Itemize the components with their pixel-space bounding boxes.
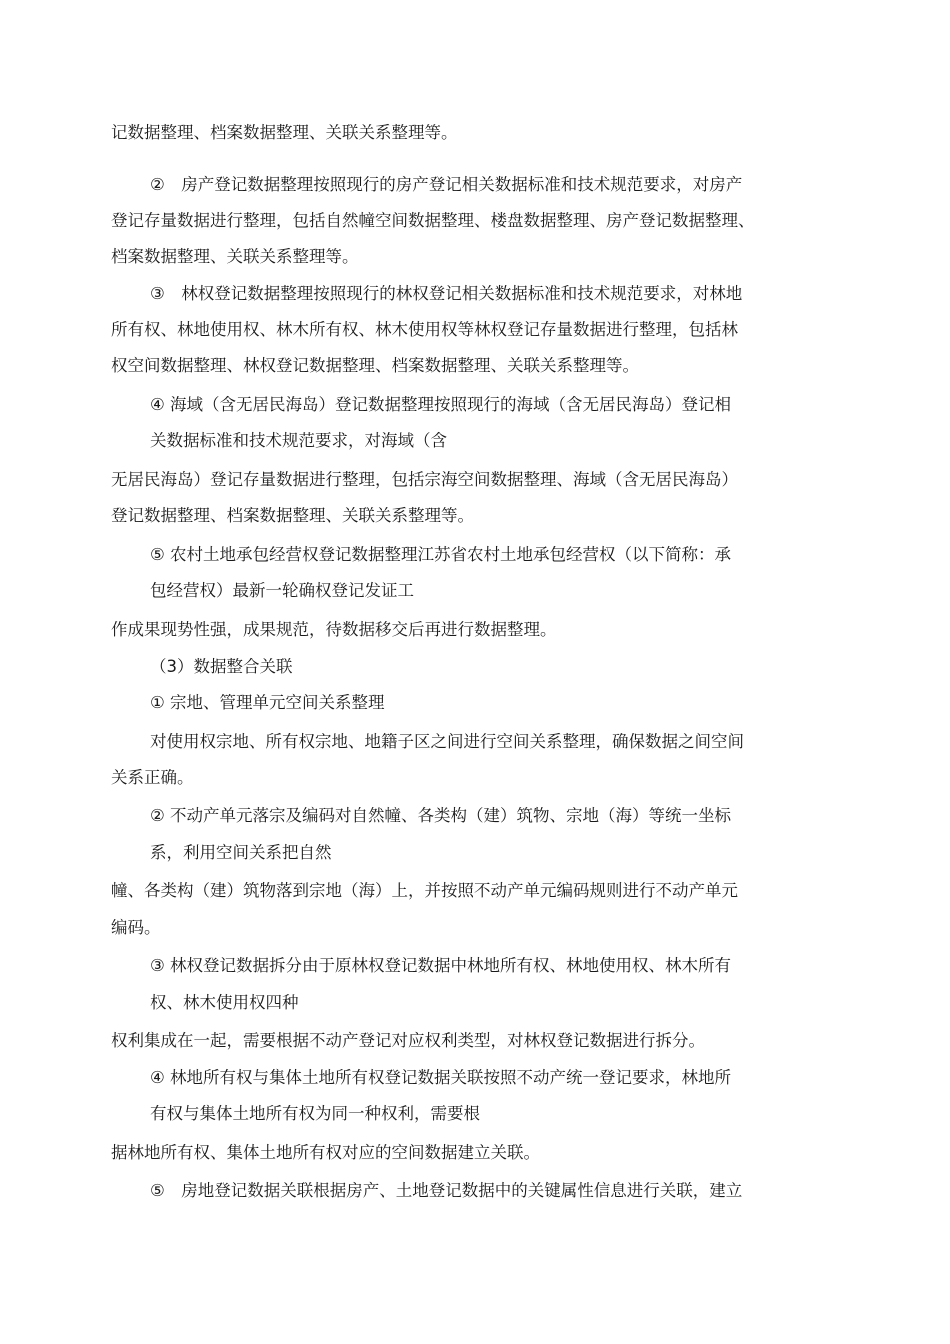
text-line: ⑤ 房地登记数据关联根据房产、土地登记数据中的关键属性信息进行关联，建立 <box>150 1181 743 1200</box>
text-line: 登记存量数据进行整理，包括自然幢空间数据整理、楼盘数据整理、房产登记数据整理、 <box>111 211 755 230</box>
text-line: 据林地所有权、集体土地所有权对应的空间数据建立关联。 <box>111 1143 540 1162</box>
text-line: 所有权、林地使用权、林木所有权、林木使用权等林权登记存量数据进行整理，包括林 <box>111 320 738 339</box>
text-line: ② 不动产单元落宗及编码对自然幢、各类构（建）筑物、宗地（海）等统一坐标 <box>150 806 732 825</box>
text-line: 档案数据整理、关联关系整理等。 <box>111 247 359 266</box>
text-line: 无居民海岛）登记存量数据进行整理，包括宗海空间数据整理、海域（含无居民海岛） <box>111 470 738 489</box>
text-line: ④ 林地所有权与集体土地所有权登记数据关联按照不动产统一登记要求，林地所 <box>150 1068 732 1087</box>
text-line: ③ 林权登记数据整理按照现行的林权登记相关数据标准和技术规范要求，对林地 <box>150 284 743 303</box>
text-line: 包经营权）最新一轮确权登记发证工 <box>150 581 414 600</box>
text-line: ⑤ 农村土地承包经营权登记数据整理江苏省农村土地承包经营权（以下简称：承 <box>150 545 732 564</box>
text-line: 权利集成在一起，需要根据不动产登记对应权利类型，对林权登记数据进行拆分。 <box>111 1031 705 1050</box>
text-line: 关数据标准和技术规范要求，对海域（含 <box>150 431 447 450</box>
text-line: 权、林木使用权四种 <box>150 993 299 1012</box>
text-line: 权空间数据整理、林权登记数据整理、档案数据整理、关联关系整理等。 <box>111 356 639 375</box>
section-heading: （3）数据整合关联 <box>150 657 293 676</box>
text-line: 系，利用空间关系把自然 <box>150 843 332 862</box>
text-line: 有权与集体土地所有权为同一种权利，需要根 <box>150 1104 480 1123</box>
text-line: ③ 林权登记数据拆分由于原林权登记数据中林地所有权、林地使用权、林木所有 <box>150 956 732 975</box>
text-line: 登记数据整理、档案数据整理、关联关系整理等。 <box>111 506 474 525</box>
text-line: 幢、各类构（建）筑物落到宗地（海）上，并按照不动产单元编码规则进行不动产单元 <box>111 881 738 900</box>
text-line: 对使用权宗地、所有权宗地、地籍子区之间进行空间关系整理，确保数据之间空间 <box>150 732 744 751</box>
text-line: ④ 海域（含无居民海岛）登记数据整理按照现行的海域（含无居民海岛）登记相 <box>150 395 732 414</box>
text-line: 编码。 <box>111 918 161 937</box>
text-line: 关系正确。 <box>111 768 194 787</box>
text-line: ② 房产登记数据整理按照现行的房产登记相关数据标准和技术规范要求，对房产 <box>150 175 743 194</box>
subsection-heading: ① 宗地、管理单元空间关系整理 <box>150 693 385 712</box>
text-line: 作成果现势性强，成果规范，待数据移交后再进行数据整理。 <box>111 620 557 639</box>
text-line: 记数据整理、档案数据整理、关联关系整理等。 <box>111 123 458 142</box>
